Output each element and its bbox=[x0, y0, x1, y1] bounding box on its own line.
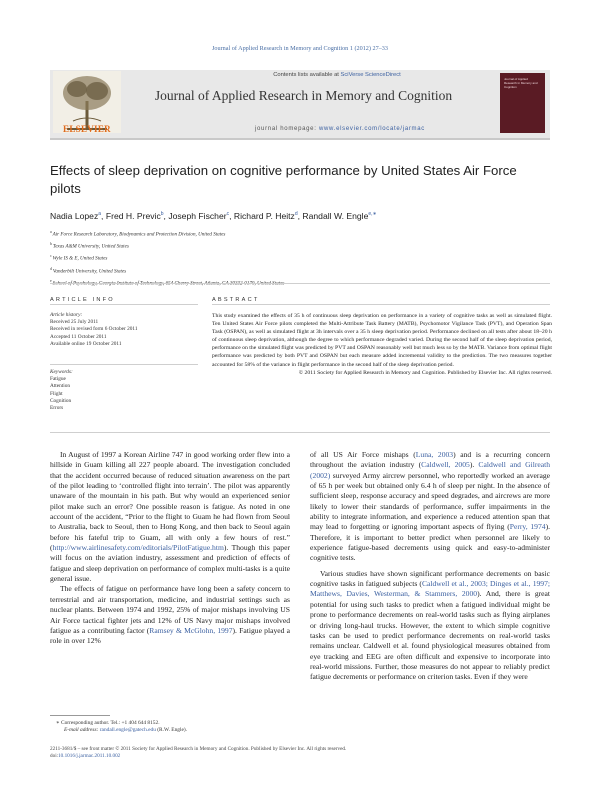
affiliation: $^d$ Vanderbilt University, United States bbox=[50, 266, 127, 275]
author-affiliation-marker[interactable]: b bbox=[160, 211, 164, 218]
history-item: Available online 19 October 2011 bbox=[50, 340, 122, 347]
email-label: E-mail address: bbox=[64, 727, 99, 734]
author-name[interactable]: Richard P. Heitz bbox=[233, 211, 295, 221]
affiliation: $^a$ Air Force Research Laboratory, Biodynamics and Protection Division, United States bbox=[50, 230, 226, 238]
keyword: Cognition bbox=[50, 397, 72, 404]
doi-prefix: doi: bbox=[50, 753, 59, 760]
affiliation: $^c$ Wyle IS & E, United States bbox=[50, 254, 108, 263]
abstract-text: This study examined the effects of 35 h of continuous sleep deprivation on performance in a variety of cognitive tasks as well as simulated flight. Ten United States Air Force pilots completed the Multi-Attribute Task Battery (MATB), Psychomotor Vigilance Task (PVT), and Operation Span Task (OSPAN), as well as simulated flight at 3h intervals over a 35 h sleep deprivation period. Performance declined on all tests after about 18–20 h of continuous sleep deprivation, although the degree to which performance degraded varied. During the second half of the sleep deprivation period, performance on the simulated flight was predicted by PVT and OSPAN reasonably well but much less so by the MATB. Variance from optimal flight performance was predicted by both PVT and OSPAN but each measure added incremental validity to the prediction. The two measures together accounted for 58% of the variance in flight performance in the second half of the sleep deprivation period. bbox=[212, 313, 552, 368]
keyword: Attention bbox=[50, 383, 71, 390]
affiliation: $^b$ Texas A&M University, United States bbox=[50, 242, 129, 250]
keyword: Errors bbox=[50, 405, 64, 412]
author-affiliation-marker[interactable]: e,∗ bbox=[368, 211, 377, 218]
article-info-heading: ARTICLE INFO bbox=[50, 297, 115, 303]
reference-link[interactable]: Perry, 1974 bbox=[509, 522, 546, 532]
body-paragraph: of all US Air Force mishaps (Luna, 2003) and is a recurring concern throughout the aviation industry (Caldwell, 2005). Caldwell and Gilreath (2002) surveyed Army aircrew personnel, who reportedly worked an average of 65 h per week but obtained only 6.4 h of sleep per night. In the absence of sufficient sleep, response accuracy and speed degrades, and aircrews are more likely to lower their standards of performance, suffer impairments in the ability to integrate information, and experience a reduced attention span that may lead to forgetting or ignoring important aspects of flying (Perry, 1974). Therefore, it is important to better predict when personnel are likely to experience fatigue-based decrements using quick and easy-to-administer cognitive tests. bbox=[310, 450, 550, 563]
divider bbox=[50, 364, 198, 365]
keyword-list bbox=[50, 376, 200, 412]
divider bbox=[50, 283, 550, 284]
body-column-right bbox=[310, 450, 550, 683]
homepage-link[interactable]: www.elsevier.com/locate/jarmac bbox=[318, 126, 425, 132]
publisher-logo-text: ELSEVIER bbox=[63, 124, 111, 134]
doi-link[interactable]: 10.1016/j.jarmac.2011.10.002 bbox=[58, 753, 121, 760]
author-affiliation-marker[interactable]: a bbox=[98, 211, 102, 218]
abstract-body bbox=[212, 312, 552, 377]
footnote-rule bbox=[50, 715, 110, 716]
journal-homepage bbox=[212, 126, 468, 132]
reference-link[interactable]: Caldwell and Gilreath (2002) bbox=[310, 460, 550, 480]
footnote bbox=[50, 720, 300, 735]
affiliation: e bbox=[50, 278, 53, 283]
author-name[interactable]: Fred H. Previc bbox=[105, 211, 161, 221]
reference-link[interactable]: http://www.airlinesafety.com/editorials/PilotFatigue.htm bbox=[52, 543, 224, 553]
reference-link[interactable]: Caldwell et al., 2003; Dinges et al., 1997; Matthews, Davies, Westerman, & Stammers, 2000 bbox=[310, 579, 551, 599]
keywords-block bbox=[50, 369, 200, 412]
divider bbox=[50, 304, 198, 305]
author-name[interactable]: Joseph Fischer bbox=[168, 211, 227, 221]
history-item: Received in revised form 6 October 2011 bbox=[50, 326, 138, 333]
history-item: Accepted 11 October 2011 bbox=[50, 333, 107, 340]
body-paragraph: Various studies have shown significant performance decrements on basic cognitive tasks in fatigued subjects (Caldwell et al., 2003; Dinges et al., 1997; Matthews, Davies, Westerman, & Stammers, 2000). And, there is great potential for using such tasks to predict when a fatigued individual might be prone to performance decrements on real-world tasks such as flying airplanes or driving long-haul trucks. However, the extent to which simple cognitive tasks can be used to predict performance decrements on real-world tasks remains unclear. Caldwell et al. found physiological measures obtained from eye tracking and EEG are often difficult and expensive to incorporate into real-world missions. Further, those measures do not appear to reliably predict fatigue decrements or performance on criterion tasks. Even if they were bbox=[310, 568, 551, 682]
article-history bbox=[50, 312, 200, 348]
email-suffix: (R.W. Engle). bbox=[157, 727, 188, 734]
author-affiliation-marker[interactable]: c bbox=[226, 211, 230, 218]
affiliation-list bbox=[50, 228, 550, 289]
article-title: Effects of sleep deprivation on cognitive performance by United States Air Force pilots bbox=[50, 163, 517, 196]
issn-block bbox=[50, 746, 550, 761]
keyword: Fatigue bbox=[50, 376, 66, 383]
issn-line: 2211-3681/$ – see front matter © 2011 Society for Applied Research in Memory and Cognition. Published by Elsevier Inc. All rights reserved. bbox=[50, 746, 347, 752]
keyword: Flight bbox=[50, 390, 63, 397]
author-name[interactable]: Nadia Lopez bbox=[50, 211, 99, 221]
body-paragraph: The effects of fatigue on performance have long been a safety concern to terrestrial and air transportation, medicine, and industrial settings such as nuclear plants. Between 1974 and 1992, 25% of major mishaps involving US Air Force tactical fighter jets and 12% of US Navy major mishaps involved fatigue as a contributing factor (Ramsey & McGlohn, 1997). Fatigue played a role in over 12% bbox=[50, 584, 291, 646]
cover-title: Journal of Applied Research in Memory and Cognition bbox=[504, 77, 538, 89]
body-column-left bbox=[50, 450, 290, 647]
email-link[interactable]: randall.engle@gatech.edu bbox=[99, 727, 156, 734]
abstract-heading: ABSTRACT bbox=[212, 297, 260, 303]
divider bbox=[50, 432, 550, 433]
author-affiliation-marker[interactable]: d bbox=[294, 211, 298, 218]
corresponding-author: ∗ Corresponding author. Tel.: +1 404 644 8152. bbox=[56, 720, 160, 726]
body-paragraph: In August of 1997 a Korean Airline 747 in good working order flew into a hillside in Guam killing all 227 people aboard. The investigation concluded that the accident occurred because of reduced situation awareness on the part of the pilot leading to ‘controlled flight into terrain’. The pilot was apparently unaware of the mountain in his path. But why would an experienced senior pilot make such an error? One possible reason is fatigue. As noted in one account of the accident, “Prior to the flight to Guam he had flown from Seoul to Australia, back to Seoul, then to Hong Kong, and then back to Seoul again before his fateful trip to Guam, all with only a few hours of rest.” (http://www.airlinesafety.com/editorials/PilotFatigue.htm). Though this paper will focus on the aviation industry, assessment and prediction of effects of fatigue and sleep deprivation on performance of complex multi-tasks is a quite general issue. bbox=[50, 450, 290, 584]
abstract-copyright: © 2011 Society for Applied Research in Memory and Cognition. Published by Elsevier Inc. All rights reserved. bbox=[298, 369, 552, 376]
reference-link[interactable]: Luna, 2003 bbox=[415, 450, 454, 459]
history-item: Received 25 July 2011 bbox=[50, 319, 99, 326]
journal-cover-image bbox=[500, 73, 545, 133]
history-list bbox=[50, 319, 200, 348]
email-line bbox=[50, 727, 300, 734]
journal-title: Journal of Applied Research in Memory and Cognition bbox=[154, 88, 453, 103]
divider bbox=[212, 304, 550, 305]
reference-link[interactable]: Caldwell, 2005 bbox=[421, 460, 470, 470]
homepage-prefix: journal homepage: bbox=[254, 126, 317, 132]
contents-prefix: Contents lists available at bbox=[273, 72, 339, 78]
author-list: Nadia Lopez$^a$, Fred H. Previc$^b$, Joseph Fischer$^c$, Richard P. Heitz$^d$, Randall W. Engle$^{e,∗}$ bbox=[50, 211, 377, 221]
reference-link[interactable]: Ramsey & McGlohn, 1997 bbox=[149, 625, 233, 635]
journal-citation[interactable]: Journal of Applied Research in Memory and Cognition 1 (2012) 27–33 bbox=[212, 45, 388, 52]
keywords-label: Keywords: bbox=[50, 369, 73, 375]
contents-line bbox=[212, 72, 462, 78]
history-label: Article history: bbox=[50, 312, 83, 318]
doi-line bbox=[50, 753, 550, 760]
author-name[interactable]: Randall W. Engle bbox=[302, 211, 369, 221]
sciencedirect-link[interactable]: SciVerse ScienceDirect bbox=[340, 72, 401, 78]
